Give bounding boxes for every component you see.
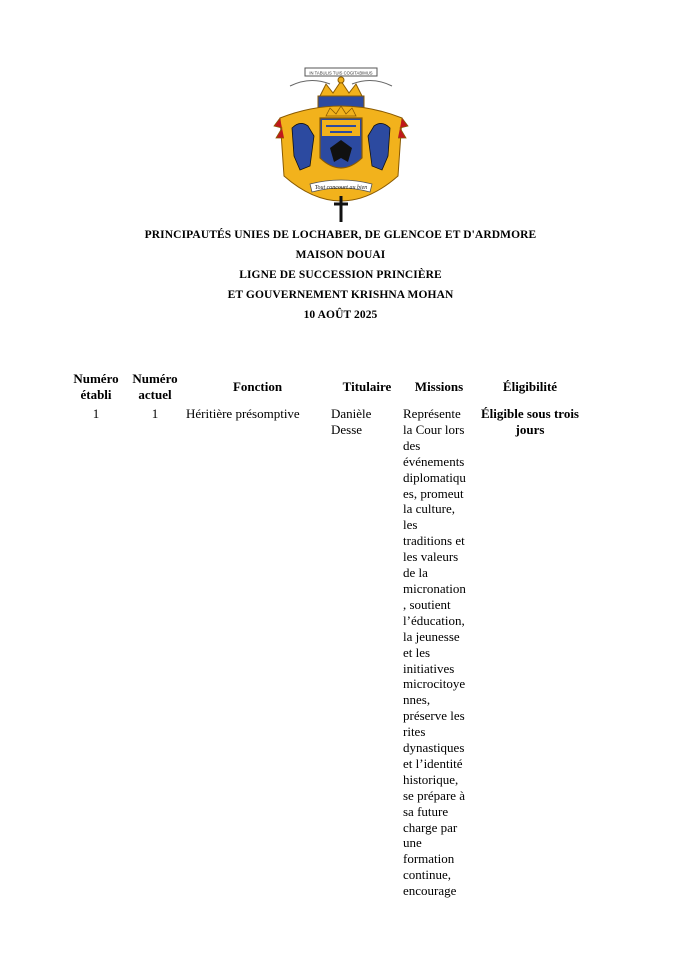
missions-line: la culture,	[403, 501, 455, 517]
missions-line: dynastiques	[403, 740, 465, 756]
coat-of-arms-emblem	[270, 66, 412, 226]
cell-numero-actuel: 1	[151, 406, 159, 421]
missions-line: continue,	[403, 867, 452, 883]
missions-line: l’éducation,	[403, 612, 465, 628]
missions-line: nnes,	[403, 692, 431, 708]
missions-line: et les	[403, 644, 431, 660]
missions-line: les	[403, 517, 418, 533]
heading-government: ET GOUVERNEMENT KRISHNA MOHAN	[227, 289, 454, 301]
missions-line: et l’identité	[403, 755, 463, 771]
header-missions: Missions	[414, 379, 464, 394]
missions-line: , soutient	[403, 596, 451, 612]
missions-line: initiatives	[403, 660, 455, 676]
missions-line: une	[403, 835, 422, 851]
crest-banner-text: IN TABULIS TUIS COGITABIMUS	[309, 70, 373, 76]
cell-titulaire: Danièle Desse	[331, 406, 372, 437]
header-numero-actuel: Numéro actuel	[132, 371, 178, 402]
header-eligibilite: Éligibilité	[502, 379, 558, 394]
missions-line: des	[403, 437, 421, 453]
missions-line: de la	[403, 565, 428, 581]
header-titulaire: Titulaire	[342, 379, 392, 394]
missions-line: es, promeut	[403, 485, 464, 501]
heading-date: 10 AOÛT 2025	[303, 309, 378, 321]
missions-line: traditions et	[403, 533, 465, 549]
missions-line: la jeunesse	[403, 628, 460, 644]
missions-line: sa future	[403, 803, 449, 819]
missions-line: événements	[403, 453, 465, 469]
missions-line: Représente	[403, 406, 461, 421]
missions-line: préserve les	[403, 708, 465, 724]
missions-line: rites	[403, 724, 426, 740]
missions-line: se prépare à	[403, 787, 466, 803]
missions-line: formation	[403, 851, 455, 867]
crest-motto: Tout concourt au bien	[314, 185, 368, 191]
header-numero-etabli: Numéro établi	[73, 371, 119, 402]
missions-line: la Cour lors	[403, 421, 465, 437]
heading-house: MAISON DOUAI	[295, 249, 386, 261]
cell-missions	[403, 406, 473, 899]
heading-succession: LIGNE DE SUCCESSION PRINCIÈRE	[239, 269, 442, 281]
cell-eligibilite: Éligible sous trois jours	[480, 406, 579, 437]
missions-line: historique,	[403, 771, 459, 787]
missions-line: microcitoye	[403, 676, 466, 692]
cell-numero-etabli: 1	[92, 406, 100, 421]
missions-line: charge par	[403, 819, 458, 835]
missions-line: les valeurs	[403, 549, 459, 565]
header-fonction: Fonction	[232, 379, 283, 394]
cell-fonction: Héritière présomptive	[186, 406, 300, 421]
missions-line: diplomatiqu	[403, 469, 466, 485]
missions-line: encourage	[403, 883, 457, 899]
missions-line: micronation	[403, 580, 466, 596]
heading-principalities: PRINCIPAUTÉS UNIES DE LOCHABER, DE GLENCOE ET D'ARDMORE	[144, 229, 537, 241]
